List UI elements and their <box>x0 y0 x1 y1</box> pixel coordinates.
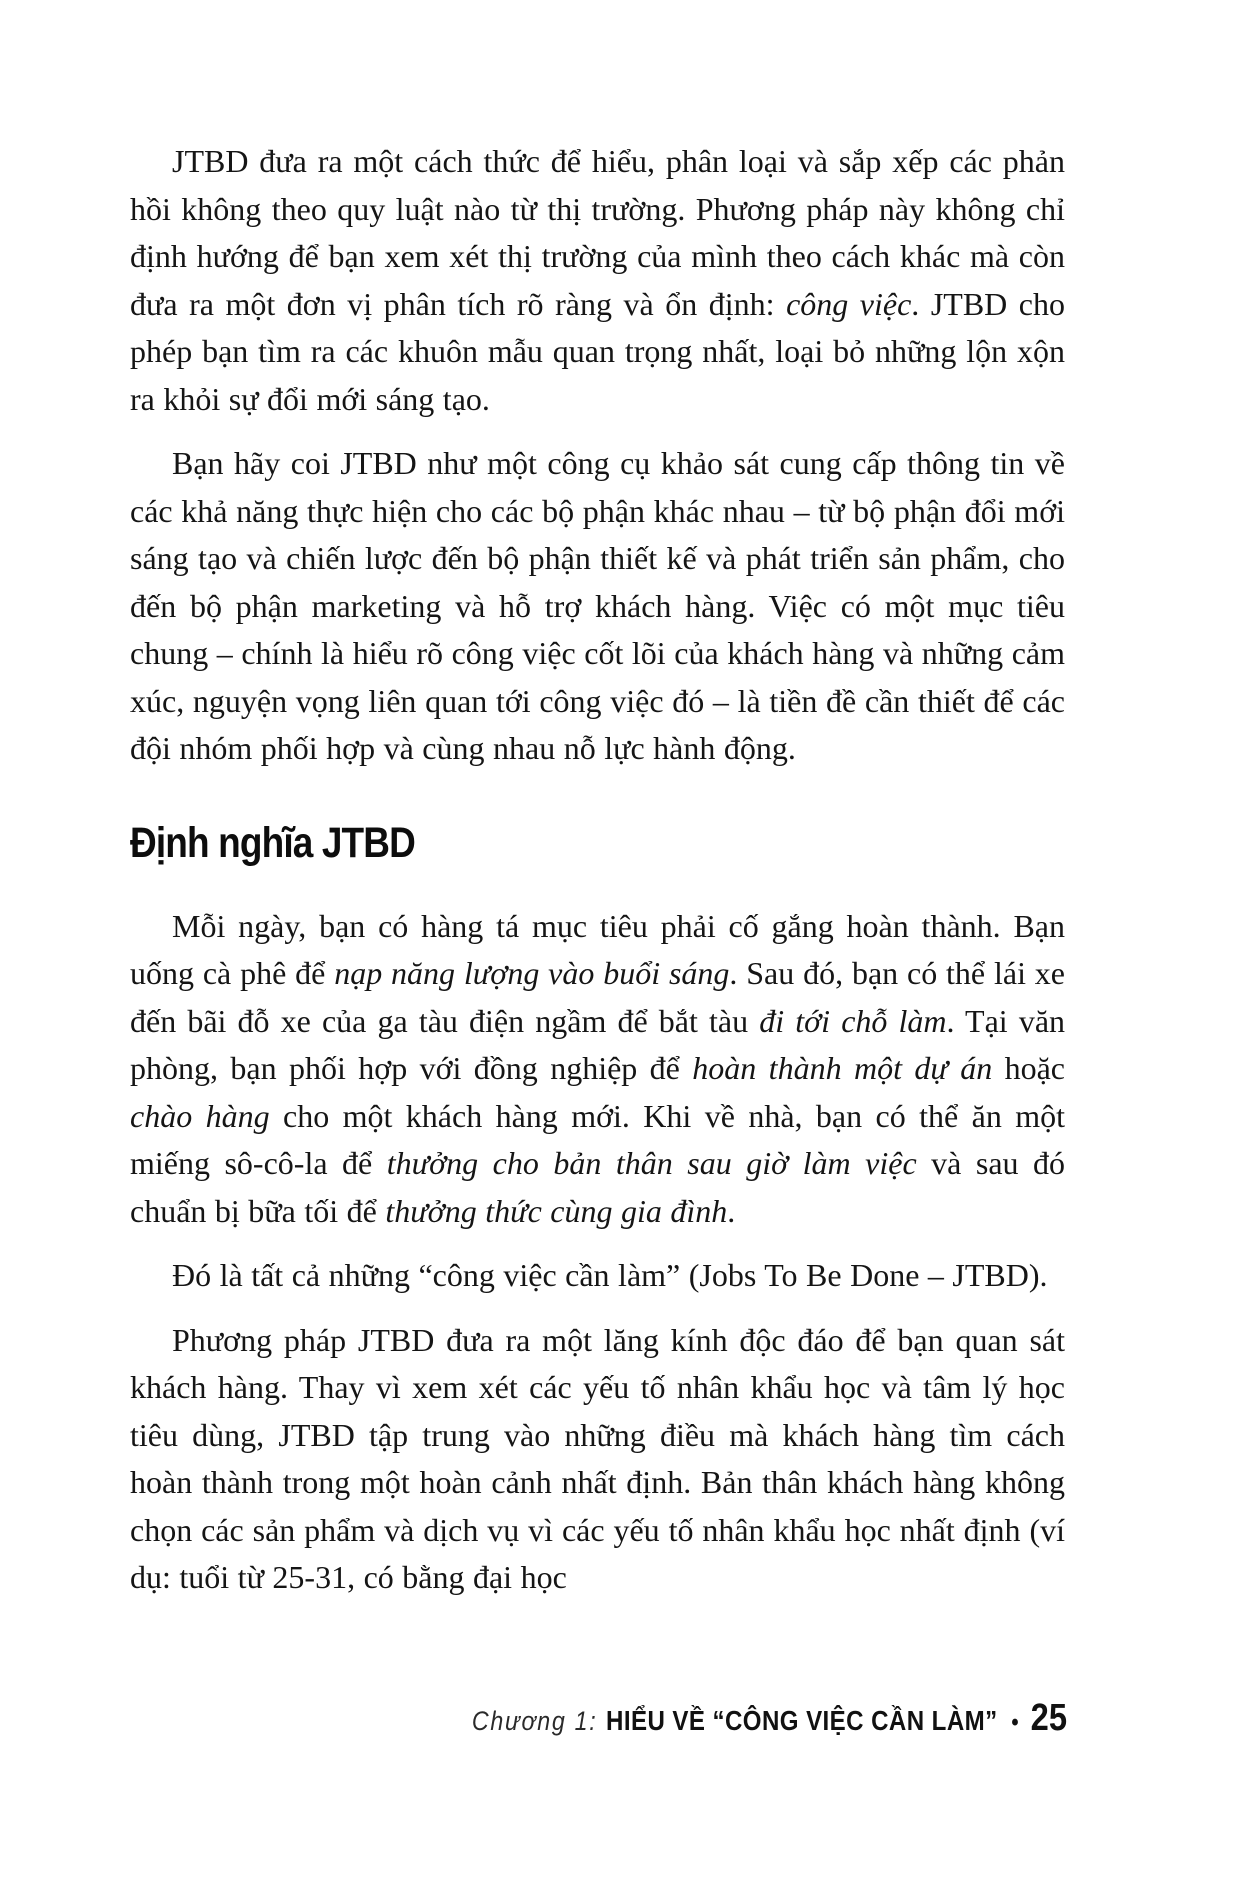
paragraph <box>130 1317 1065 1602</box>
page-content <box>130 138 1065 1619</box>
text-run: cho một khách hàng mới. Khi về nhà, bạn có thể ăn một miếng sô-cô-la để <box>130 1097 1066 1181</box>
italic-text-run: thưởng thức cùng gia đình <box>385 1192 728 1229</box>
italic-text-run: hoàn thành một dự án <box>692 1050 993 1086</box>
italic-text-run: nạp năng lượng vào buổi sáng <box>334 955 730 991</box>
paragraph <box>130 903 1065 1236</box>
page-number: 25 <box>1030 1697 1067 1739</box>
italic-text-run: công việc <box>786 285 912 322</box>
text-run: . <box>727 1192 736 1229</box>
text-run: Mỗi ngày, bạn có hàng tá mục tiêu phải cố gắng hoàn thành. Bạn uống cà phê để <box>130 907 1065 991</box>
text-run: . Sau đó, bạn có thể lái xe đến bãi đỗ xe của ga tàu điện ngầm để bắt tàu <box>130 955 1066 1039</box>
section-heading: Định nghĩa JTBD <box>130 818 415 867</box>
paragraph <box>130 440 1065 773</box>
paragraph <box>130 1252 1065 1300</box>
text-run: JTBD đưa ra một cách thức để hiểu, phân loại và sắp xếp các phản hồi không theo quy luật nào từ thị trường. Phương pháp này không chỉ định hướng để bạn xem xét thị trường của mình theo cách khác mà còn đưa ra một đơn vị phân tích rõ ràng và ổn định: <box>130 143 1065 322</box>
chapter-label: Chương 1: <box>471 1706 598 1736</box>
italic-text-run: đi tới chỗ làm <box>759 1002 947 1039</box>
paragraph <box>130 138 1065 423</box>
italic-text-run: thưởng cho bản thân sau giờ làm việc <box>386 1145 917 1181</box>
italic-text-run: chào hàng <box>130 1097 270 1134</box>
chapter-title: HIỂU VỀ “CÔNG VIỆC CẦN LÀM” <box>606 1705 998 1736</box>
text-run: Đó là tất cả những “công việc cần làm” (Jobs To Be Done – JTBD). <box>172 1257 1048 1293</box>
text-run: . Tại văn phòng, bạn phối hợp với đồng nghiệp để <box>130 1002 1066 1086</box>
footer-bullet: • <box>1011 1709 1019 1736</box>
text-run: Phương pháp JTBD đưa ra một lăng kính độc đáo để bạn quan sát khách hàng. Thay vì xem xét các yếu tố nhân khẩu học và tâm lý học tiêu dùng, JTBD tập trung vào những điều mà khách hàng tìm cách hoàn thành trong một hoàn cảnh nhất định. Bản thân khách hàng không chọn các sản phẩm và dịch vụ vì các yếu tố nhân khẩu học nhất định (ví dụ: tuổi từ 25-31, có bằng đại học <box>130 1321 1065 1595</box>
text-run: hoặc <box>992 1050 1066 1086</box>
page-footer <box>472 1697 1067 1740</box>
text-run: . JTBD cho phép bạn tìm ra các khuôn mẫu quan trọng nhất, loại bỏ những lộn xộn ra khỏi sự đổi mới sáng tạo. <box>130 285 1066 417</box>
text-run: Bạn hãy coi JTBD như một công cụ khảo sát cung cấp thông tin về các khả năng thực hiện cho các bộ phận khác nhau – từ bộ phận đổi mới sáng tạo và chiến lược đến bộ phận thiết kế và phát triển sản phẩm, cho đến bộ phận marketing và hỗ trợ khách hàng. Việc có một mục tiêu chung – chính là hiểu rõ công việc cốt lõi của khách hàng và những cảm xúc, nguyện vọng liên quan tới công việc đó – là tiền đề cần thiết để các đội nhóm phối hợp và cùng nhau nỗ lực hành động. <box>130 445 1065 766</box>
text-run: và sau đó chuẩn bị bữa tối để <box>130 1145 1066 1229</box>
